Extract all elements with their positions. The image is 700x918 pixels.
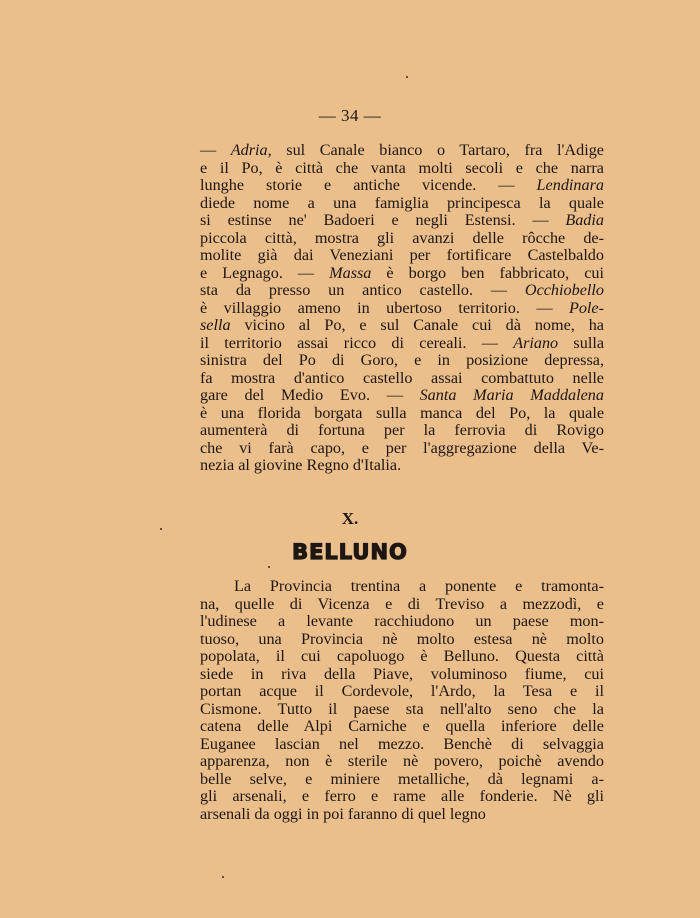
print-speck bbox=[222, 876, 224, 878]
text-line: arsenali da oggi in poi faranno di quel legno bbox=[200, 804, 486, 823]
text-line: molite già dai Veneziani per fortificare Castelbaldo bbox=[200, 246, 604, 264]
text-line: fa mostra d'antico castello assai combattuto nelle bbox=[200, 368, 604, 387]
text-line: tuoso, una Provincia nè molto estesa nè molto bbox=[200, 629, 604, 648]
place-name: Massa bbox=[329, 263, 372, 282]
text-line: Cismone. Tutto il paese sta nell'alto seno che la bbox=[200, 699, 604, 718]
place-name: Badia bbox=[565, 211, 604, 229]
text-line: gare del Medio Evo. — Santa Maria Maddalena bbox=[200, 386, 604, 404]
text-line: nezia al giovine Regno d'Italia. bbox=[200, 456, 402, 474]
text-line: sinistra del Po di Goro, e in posizione depressa, bbox=[200, 351, 604, 369]
text-line: si estinse ne' Badoeri e negli Estensi. — Badia bbox=[200, 211, 604, 229]
text-line: sella vicino al Po, e sul Canale cui dà nome, ha bbox=[200, 316, 604, 334]
place-name: Santa Maria Maddalena bbox=[419, 386, 604, 404]
text-line: e il Po, è città che vanta molti secoli e che narra bbox=[200, 158, 604, 177]
text-line: lunghe storie e antiche vicende. — Lendinara bbox=[200, 176, 604, 194]
text-line: l'udinese a levante racchiudono un paese mon- bbox=[200, 612, 604, 630]
text-line: siede in riva della Piave, voluminoso fiume, cui bbox=[200, 664, 604, 683]
place-name: sella bbox=[200, 316, 231, 334]
place-name: Adria bbox=[230, 141, 268, 159]
text-line: il territorio assai ricco di cereali. — Ariano sulla bbox=[200, 333, 604, 352]
text-line: e Legnago. — Massa è borgo ben fabbricato, cui bbox=[200, 263, 604, 282]
text-line: è villaggio ameno in ubertoso territorio. — Pole- bbox=[200, 298, 604, 317]
paragraph-rovigo-towns bbox=[200, 142, 604, 475]
section-title: BELLUNO bbox=[292, 540, 408, 564]
print-speck bbox=[406, 76, 408, 78]
place-name: Occhiobello bbox=[524, 281, 604, 299]
print-speck bbox=[160, 528, 162, 530]
text-line: che vi farà capo, e per l'aggregazione della Ve- bbox=[200, 438, 604, 457]
paragraph-belluno bbox=[200, 578, 604, 823]
text-line: diede nome a una famiglia principesca la quale bbox=[200, 193, 604, 212]
text-line: La Provincia trentina a ponente e tramonta- bbox=[234, 577, 604, 595]
section-number: X. bbox=[341, 509, 359, 528]
place-name: Lendinara bbox=[536, 176, 604, 194]
text-line: Euganee lascian nel mezzo. Benchè di selvaggia bbox=[200, 734, 604, 753]
text-line: portan acque il Cordevole, l'Ardo, la Tesa e il bbox=[200, 682, 604, 700]
text-line: belle selve, e miniere metalliche, dà legnami a- bbox=[200, 769, 604, 788]
text-line: sta da presso un antico castello. — Occhiobello bbox=[200, 281, 604, 299]
text-line: popolata, il cui capoluogo è Belluno. Questa città bbox=[200, 647, 604, 665]
text-line: è una florida borgata sulla manca del Po, la quale bbox=[200, 403, 604, 422]
text-line: piccola città, mostra gli avanzi delle rôcche de- bbox=[200, 228, 604, 247]
text-line: na, quelle di Vicenza e di Treviso a mezzodì, e bbox=[200, 594, 604, 613]
print-speck bbox=[268, 566, 270, 568]
place-name: Ariano bbox=[513, 333, 559, 352]
text-line: catena delle Alpi Carniche e quella inferiore delle bbox=[200, 717, 604, 735]
text-line: — Adria, sul Canale bianco o Tartaro, fra l'Adige bbox=[200, 141, 604, 159]
text-line: gli arsenali, e ferro e rame alle fonderie. Nè gli bbox=[200, 787, 604, 805]
text-line: apparenza, non è sterile nè povero, poichè avendo bbox=[200, 752, 604, 770]
page-number: — 34 — bbox=[318, 106, 382, 125]
place-name: Pole- bbox=[568, 298, 604, 317]
text-line: aumenterà di fortuna per la ferrovia di Rovigo bbox=[200, 421, 604, 439]
